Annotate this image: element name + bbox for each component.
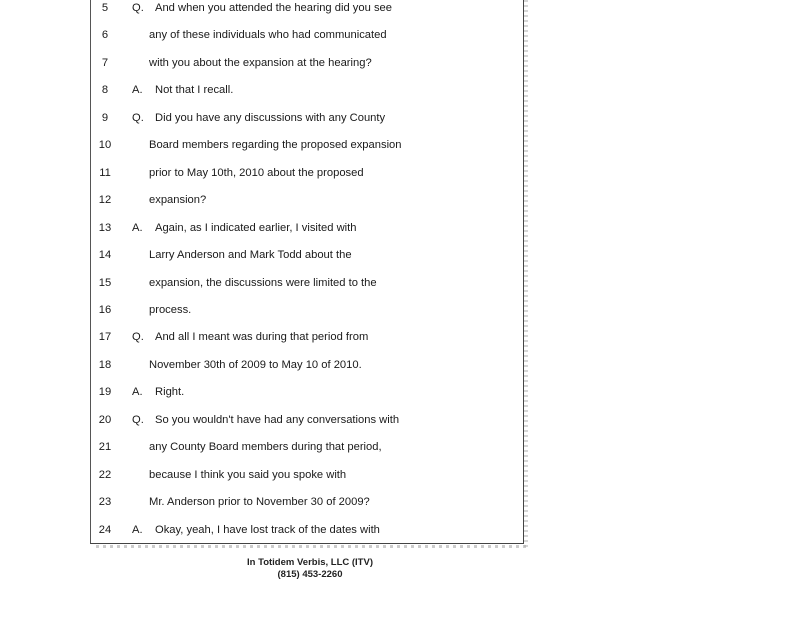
question-marker: Q. xyxy=(132,413,144,426)
transcript-line xyxy=(0,53,800,73)
line-number: 13 xyxy=(98,221,112,234)
line-number: 22 xyxy=(98,468,112,481)
line-number: 12 xyxy=(98,194,112,207)
transcript-line xyxy=(0,218,800,238)
line-text: And all I meant was during that period from xyxy=(155,331,369,344)
transcript-line xyxy=(0,465,800,485)
line-text: Okay, yeah, I have lost track of the dates with xyxy=(155,523,380,536)
line-number: 14 xyxy=(98,249,112,262)
line-number: 8 xyxy=(101,84,109,97)
line-text: And when you attended the hearing did you see xyxy=(155,2,392,14)
question-marker: Q. xyxy=(132,111,144,124)
line-number: 15 xyxy=(98,276,112,289)
line-text: Larry Anderson and Mark Todd about the xyxy=(149,249,352,262)
transcript-line xyxy=(0,135,800,155)
line-text: expansion? xyxy=(149,194,207,207)
transcript-line xyxy=(0,80,800,100)
question-marker: Q. xyxy=(132,331,144,344)
line-number: 16 xyxy=(98,303,112,316)
transcript-line xyxy=(0,437,800,457)
line-text: Right. xyxy=(155,386,185,399)
line-text: any of these individuals who had communicated xyxy=(149,29,387,42)
footer-phone: (815) 453-2260 xyxy=(277,569,343,580)
page-bottom-shadow xyxy=(96,545,526,548)
footer-company: In Totidem Verbis, LLC (ITV) xyxy=(247,557,373,568)
line-number: 9 xyxy=(101,111,109,124)
line-text: Again, as I indicated earlier, I visited with xyxy=(155,221,357,234)
line-number: 5 xyxy=(101,2,109,14)
question-marker: Q. xyxy=(132,2,144,14)
line-number: 11 xyxy=(99,166,111,179)
line-text: with you about the expansion at the hearing? xyxy=(149,56,372,69)
line-number: 21 xyxy=(98,441,112,454)
line-number: 17 xyxy=(98,331,112,344)
line-number: 6 xyxy=(101,29,109,42)
line-text: prior to May 10th, 2010 about the proposed xyxy=(149,166,364,179)
transcript-line xyxy=(0,520,800,540)
transcript-line xyxy=(0,492,800,512)
line-text: because I think you said you spoke with xyxy=(149,468,347,481)
transcript-line xyxy=(0,245,800,265)
line-number: 7 xyxy=(101,56,109,69)
transcript-line xyxy=(0,108,800,128)
line-number: 23 xyxy=(98,496,112,509)
transcript-line xyxy=(0,273,800,293)
line-text: any County Board members during that period, xyxy=(149,441,382,454)
transcript-line xyxy=(0,25,800,45)
line-text: So you wouldn't have had any conversations with xyxy=(155,413,400,426)
line-number: 19 xyxy=(98,386,112,399)
line-text: Board members regarding the proposed expansion xyxy=(149,139,402,152)
answer-marker: A. xyxy=(132,221,143,234)
answer-marker: A. xyxy=(132,386,143,399)
line-text: Mr. Anderson prior to November 30 of 2009? xyxy=(149,496,370,509)
transcript-line xyxy=(0,163,800,183)
transcript-line xyxy=(0,190,800,210)
line-text: Not that I recall. xyxy=(155,84,234,97)
transcript-line xyxy=(0,382,800,402)
transcript-line xyxy=(0,410,800,430)
line-number: 10 xyxy=(98,139,112,152)
transcript-line xyxy=(0,327,800,347)
line-text: expansion, the discussions were limited to the xyxy=(149,276,377,289)
transcript-line xyxy=(0,355,800,375)
line-text: November 30th of 2009 to May 10 of 2010. xyxy=(149,358,362,371)
line-number: 24 xyxy=(98,523,112,536)
answer-marker: A. xyxy=(132,84,143,97)
transcript-line xyxy=(0,300,800,320)
line-number: 18 xyxy=(98,358,112,371)
answer-marker: A. xyxy=(132,523,143,536)
transcript-line xyxy=(0,0,800,18)
line-text: process. xyxy=(149,303,192,316)
line-text: Did you have any discussions with any County xyxy=(155,111,386,124)
line-number: 20 xyxy=(98,413,112,426)
